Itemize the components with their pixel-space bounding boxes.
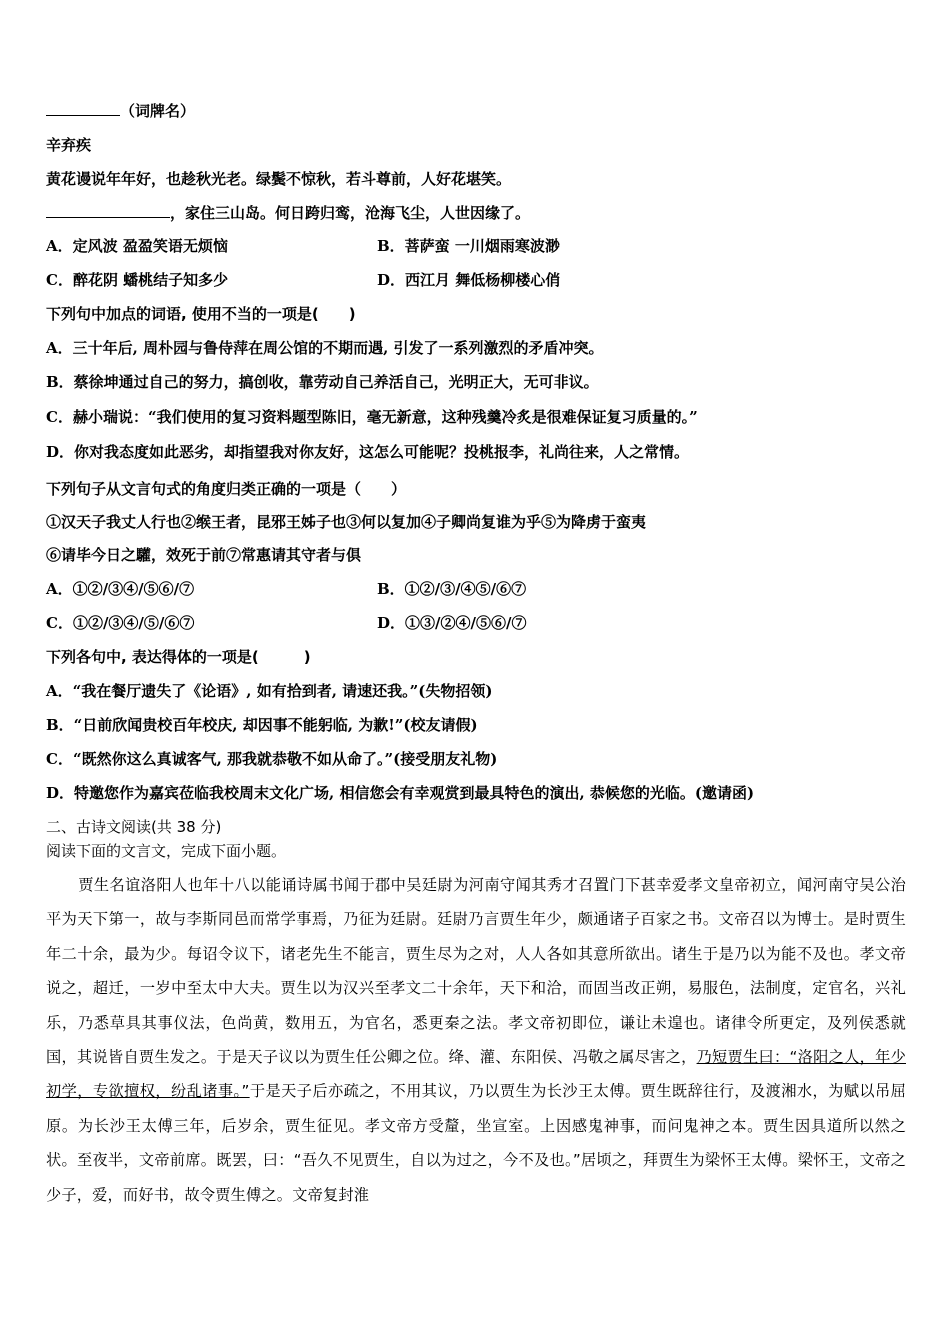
syntax-question-stem: 下列句子从文言句式的角度归类正确的一项是（ ）: [46, 480, 407, 498]
cipai-label: （词牌名）: [120, 102, 196, 120]
syntax-sentences-1: ①汉天子我丈人行也②缑王者，昆邪王姊子也③何以复加④子卿尚复谁为乎⑤为降虏于蛮夷: [46, 513, 647, 531]
syntax-option-d: D．①③/②④/⑤⑥/⑦: [377, 614, 527, 632]
expression-question-stem: 下列各句中, 表达得体的一项是( ): [46, 648, 311, 666]
answer-blank: [46, 101, 120, 116]
section-title: 二、古诗文阅读(共 38 分): [46, 818, 222, 836]
cipai-option-c: C．醉花阴 蟠桃结子知多少: [46, 271, 229, 289]
passage-text-2: 于是天子后亦疏之，不用其议，乃以贾生为长沙王太傅。贾生既辞往行，及渡湘水，为赋以吊屈原。为长沙王太傅三年，后岁余，贾生征见。孝文帝方受釐，坐宣室。上因感鬼神事，而问鬼神之本。贾生因具道所以然之状。至夜半，文帝前席。既罢，曰：“吾久不见贾生，自以为过之，今不及也。”居顷之，拜贾生为梁怀王太傅。梁怀王，文帝之少子，爱，而好书，故令贾生傅之。文帝复封淮: [46, 1082, 906, 1204]
words-option-b: B．蔡徐坤通过自己的努力，搞创收，靠劳动自己养活自己，光明正大，无可非议。: [46, 373, 599, 391]
syntax-sentences-2: ⑥请毕今日之驩，效死于前⑦常惠请其守者与俱: [46, 546, 362, 564]
syntax-option-a: A．①②/③④/⑤⑥/⑦: [46, 580, 195, 598]
words-option-a: A．三十年后, 周朴园与鲁侍萍在周公馆的不期而遇, 引发了一系列激烈的矛盾冲突。: [46, 339, 604, 357]
words-question-stem: 下列句中加点的词语, 使用不当的一项是( ): [46, 305, 356, 323]
section-instruction: 阅读下面的文言文，完成下面小题。: [46, 842, 287, 860]
cipai-option-a: A．定风波 盈盈笑语无烦恼: [46, 237, 228, 255]
words-option-d: D．你对我态度如此恶劣，却指望我对你友好，这怎么可能呢？投桃报李，礼尚往来，人之常情。: [46, 443, 690, 461]
words-option-c: C．赫小瑞说：“我们使用的复习资料题型陈旧，毫无新意，这种残羹冷炙是很难保证复习质量的。”: [46, 408, 698, 426]
expression-option-a: A．“我在餐厅遗失了《论语》, 如有拾到者, 请速还我。”(失物招领): [46, 682, 493, 700]
classical-passage: [46, 868, 906, 1212]
poem-line-2: [46, 203, 530, 223]
poem-author: 辛弃疾: [46, 136, 92, 154]
passage-text-1: 贾生名谊洛阳人也年十八以能诵诗属书闻于郡中吴廷尉为河南守闻其秀才召置门下甚幸爱孝文皇帝初立，闻河南守吴公治平为天下第一，故与李斯同邑而常学事焉，乃征为廷尉。廷尉乃言贾生年少，颇通诸子百家之书。文帝召以为博士。是时贾生年二十余，最为少。每诏令议下，诸老先生不能言，贾生尽为之对，人人各如其意所欲出。诸生于是乃以为能不及也。孝文帝说之，超迁，一岁中至太中大夫。贾生以为汉兴至孝文二十余年，天下和洽，而固当改正朔，易服色，法制度，定官名，兴礼乐，乃悉草具其事仪法，色尚黄，数用五，为官名，悉更秦之法。孝文帝初即位，谦让未遑也。诸律令所更定，及列侯悉就国，其说皆自贾生发之。于是天子议以为贾生任公卿之位。绛、灌、东阳侯、冯敬之属尽害之，: [46, 876, 906, 1067]
passage-underlined-sentence: 乃短贾生曰：“洛阳之人，年少初学，专欲擅权，纷乱诸事。”: [46, 1048, 906, 1101]
expression-option-b: B．“日前欣闻贵校百年校庆, 却因事不能躬临, 为歉!”(校友请假): [46, 716, 478, 734]
poem-line-2-text: ，家住三山岛。何日跨归鸾，沧海飞尘，人世因缘了。: [170, 204, 531, 222]
cipai-blank-line: [46, 101, 195, 121]
expression-option-c: C．“既然你这么真诚客气, 那我就恭敬不如从命了。”(接受朋友礼物): [46, 750, 498, 768]
cipai-option-d: D．西江月 舞低杨柳楼心俏: [377, 271, 561, 289]
cipai-option-b: B．菩萨蛮 一川烟雨寒波渺: [377, 237, 560, 255]
answer-blank: [46, 203, 170, 218]
syntax-option-b: B．①②/③/④⑤/⑥⑦: [377, 580, 527, 598]
syntax-option-c: C．①②/③④/⑤/⑥⑦: [46, 614, 195, 632]
poem-line-1: 黄花谩说年年好，也趁秋光老。绿鬓不惊秋，若斗尊前，人好花堪笑。: [46, 170, 512, 188]
expression-option-d: D．特邀您作为嘉宾莅临我校周末文化广场, 相信您会有幸观赏到最具特色的演出, 恭候您的光临。(邀请函): [46, 784, 755, 802]
